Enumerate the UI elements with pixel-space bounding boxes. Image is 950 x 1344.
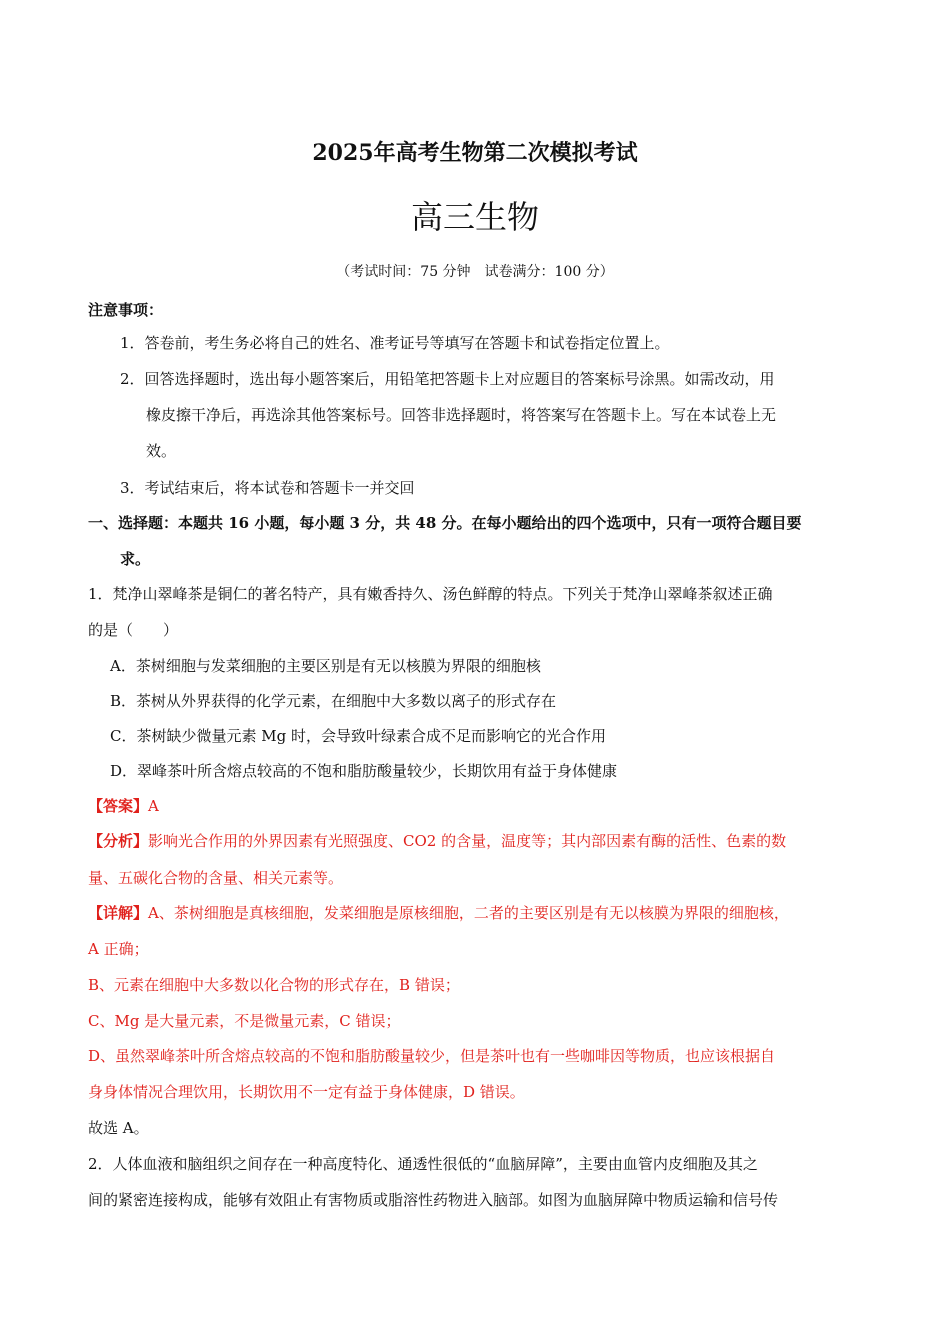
notice-heading: 注意事项： xyxy=(88,301,164,319)
q1-option-a: A．茶树细胞与发菜细胞的主要区别是有无以核膜为界限的细胞核 xyxy=(110,657,541,675)
q1-detail-6: 身身体情况合理饮用，长期饮用不一定有益于身体健康，D 错误。 xyxy=(88,1083,525,1101)
q1-option-c: C．茶树缺少微量元素 Mg 时，会导致叶绿素合成不足而影响它的光合作用 xyxy=(110,727,606,745)
q1-detail-4: C、Mg 是大量元素，不是微量元素，C 错误； xyxy=(88,1012,401,1030)
q1-detail-5: D、虽然翠峰茶叶所含熔点较高的不饱和脂肪酸量较少，但是茶叶也有一些咖啡因等物质，也应该根据自 xyxy=(88,1047,776,1065)
q1-analysis xyxy=(88,831,786,851)
notice-item-1: 1．答卷前，考生务必将自己的姓名、准考证号等填写在答题卡和试卷指定位置上。 xyxy=(120,334,670,352)
q2-stem: 2．人体血液和脑组织之间存在一种高度特化、通透性很低的“血脑屏障”，主要由血管内皮细胞及其之 xyxy=(88,1155,758,1173)
detail-tag: 【详解】 xyxy=(88,904,149,922)
subject-title: 高三生物 xyxy=(410,198,539,236)
notice-item-2-cont: 橡皮擦干净后，再选涂其他答案标号。回答非选择题时，将答案写在答题卡上。写在本试卷上无 xyxy=(146,406,777,424)
analysis-tag: 【分析】 xyxy=(88,832,149,850)
q1-detail-3: B、元素在细胞中大多数以化合物的形式存在，B 错误； xyxy=(88,976,460,994)
q1-stem: 1．梵净山翠峰茶是铜仁的著名特产，具有嫩香持久、汤色鲜醇的特点。下列关于梵净山翠峰茶叙述正确 xyxy=(88,585,773,603)
exam-info: （考试时间：75 分钟 试卷满分：100 分） xyxy=(336,264,614,280)
q1-stem-cont: 的是（ ） xyxy=(88,621,179,639)
q1-analysis-cont: 量、五碳化合物的含量、相关元素等。 xyxy=(88,869,344,887)
q1-answer xyxy=(88,796,159,816)
q2-stem-cont: 间的紧密连接构成，能够有效阻止有害物质或脂溶性药物进入脑部。如图为血脑屏障中物质运输和信号传 xyxy=(88,1191,779,1209)
section-heading-cont: 求。 xyxy=(120,550,151,568)
notice-item-2: 2．回答选择题时，选出每小题答案后，用铅笔把答题卡上对应题目的答案标号涂黑。如需改动，用 xyxy=(120,370,775,388)
q1-detail xyxy=(88,903,789,923)
answer-tag: 【答案】 xyxy=(88,797,149,815)
notice-item-3: 3．考试结束后，将本试卷和答题卡一并交回 xyxy=(120,479,415,497)
analysis-text: 影响光合作用的外界因素有光照强度、CO2 的含量，温度等；其内部因素有酶的活性、色素的数 xyxy=(148,832,787,850)
q1-conclusion: 故选 A。 xyxy=(88,1119,149,1137)
q1-option-d: D．翠峰茶叶所含熔点较高的不饱和脂肪酸量较少，长期饮用有益于身体健康 xyxy=(110,762,618,780)
q1-detail-2: A 正确； xyxy=(88,940,149,958)
notice-item-2-end: 效。 xyxy=(146,442,177,460)
section-heading: 一、选择题：本题共 16 小题，每小题 3 分，共 48 分。在每小题给出的四个选项中，只有一项符合题目要 xyxy=(88,514,802,532)
exam-title: 2025年高考生物第二次模拟考试 xyxy=(312,140,638,166)
detail-text: A、茶树细胞是真核细胞，发菜细胞是原核细胞，二者的主要区别是有无以核膜为界限的细胞核， xyxy=(148,904,789,922)
answer-value: A xyxy=(148,797,159,815)
q1-option-b: B．茶树从外界获得的化学元素，在细胞中大多数以离子的形式存在 xyxy=(110,692,557,710)
